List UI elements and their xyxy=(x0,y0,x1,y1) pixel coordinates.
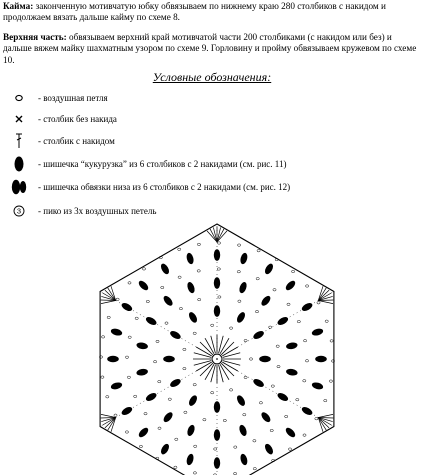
legend-item-chain xyxy=(10,89,108,107)
chain-loop xyxy=(257,250,260,252)
chain-loop xyxy=(211,392,214,394)
chain-loop xyxy=(142,268,145,270)
corner-stitch xyxy=(318,300,333,301)
popcorn-stitch-icon xyxy=(10,155,28,173)
legend-text-bobble-edging: - шишечка обвязки низа из 6 столбиков с 2 накидами (см. рис. 12) xyxy=(38,182,291,192)
chain-loop xyxy=(255,310,258,312)
legend-text-picot: - пико из 3х воздушных петель xyxy=(38,206,157,216)
legend-item-picot xyxy=(10,202,156,220)
legend-text-double-crochet: - столбик с накидом xyxy=(38,136,115,146)
chain-loop xyxy=(243,414,246,416)
chain-loop xyxy=(287,303,290,305)
center-stitch xyxy=(219,365,224,382)
center-stitch xyxy=(211,365,216,382)
chain-loop xyxy=(102,336,105,338)
chain-loop xyxy=(238,300,241,302)
popcorn-bobble xyxy=(145,315,158,326)
popcorn-bobble xyxy=(159,262,170,275)
popcorn-bobble xyxy=(239,453,248,466)
chain-loop xyxy=(306,285,309,287)
chain-loop xyxy=(114,414,117,416)
center-stitch xyxy=(194,361,211,366)
chain-loop xyxy=(253,440,256,442)
popcorn-bobble xyxy=(120,301,133,312)
popcorn-bobble xyxy=(145,391,158,402)
popcorn-bobble xyxy=(162,411,174,424)
legend-item-double-crochet xyxy=(10,132,115,150)
popcorn-bobble xyxy=(239,252,248,265)
corner-stitch xyxy=(318,301,333,304)
chain-loop xyxy=(223,419,226,421)
popcorn-bobble xyxy=(137,279,150,292)
popcorn-bobble xyxy=(186,252,195,265)
chain-loop xyxy=(125,431,128,433)
popcorn-bobble xyxy=(263,442,274,455)
chain-loop xyxy=(273,289,276,291)
chain-loop xyxy=(183,348,186,350)
chain-loop xyxy=(193,472,196,474)
chain-loop xyxy=(230,389,233,391)
popcorn-bobble xyxy=(187,394,198,407)
chain-loop xyxy=(249,358,252,360)
chain-loop xyxy=(198,298,201,300)
chain-loop xyxy=(214,448,217,450)
hexagon-motif-diagram xyxy=(75,220,359,475)
chain-loop xyxy=(297,320,300,322)
popcorn-bobble xyxy=(235,394,246,407)
chain-loop xyxy=(211,324,214,326)
chain-loop xyxy=(256,278,259,280)
popcorn-bobble xyxy=(235,311,246,324)
center-stitch xyxy=(211,336,216,353)
popcorn-bobble xyxy=(159,442,170,455)
chain-loop xyxy=(134,395,137,397)
bobble-edging-icon xyxy=(10,178,28,196)
chain-loop xyxy=(203,419,206,421)
popcorn-bobble xyxy=(276,315,289,326)
popcorn-bobble xyxy=(136,368,149,376)
popcorn-bobble xyxy=(107,356,119,362)
popcorn-bobble xyxy=(186,424,196,437)
popcorn-bobble xyxy=(263,262,274,275)
center-stitch xyxy=(223,353,240,358)
popcorn-bobble xyxy=(110,381,123,390)
popcorn-bobble xyxy=(187,311,198,324)
popcorn-bobble xyxy=(214,277,220,289)
picot-icon xyxy=(10,202,28,220)
chain-loop xyxy=(238,244,241,246)
chain-loop xyxy=(234,446,237,448)
popcorn-bobble xyxy=(286,342,299,350)
chain-loop xyxy=(271,385,274,387)
border-label: Кайма: xyxy=(3,1,34,11)
chain-loop xyxy=(179,307,182,309)
chain-loop xyxy=(158,380,161,382)
chain-loop xyxy=(324,399,327,401)
center-stitch xyxy=(219,336,224,353)
chain-loop xyxy=(269,326,272,328)
chain-loop xyxy=(315,418,318,420)
popcorn-bobble xyxy=(162,294,174,307)
popcorn-bobble xyxy=(311,328,324,337)
chain-loop xyxy=(303,434,306,436)
chain-loop xyxy=(161,286,164,288)
chain-loop xyxy=(277,365,280,367)
top-part-text: обвязываем верхний край мотивчатой части 200 столбиками (с накидом или без) и дальше вяжем майку шахматным узором по схеме 9. Горловину и пройму обвязываем кружевом по схеме 10. xyxy=(3,32,417,65)
corner-stitch xyxy=(101,301,116,304)
double-crochet-icon xyxy=(10,132,28,150)
chain-loop xyxy=(303,380,306,382)
legend-text-popcorn: - шишечка “кукурузка” из 6 столбиков с 2 накидами (см. рис. 11) xyxy=(38,159,287,169)
chain-loop xyxy=(178,276,181,278)
chain-loop xyxy=(197,243,200,245)
chain-loop xyxy=(217,268,220,270)
popcorn-bobble xyxy=(214,457,220,469)
chain-loop xyxy=(107,316,110,318)
popcorn-bobble xyxy=(214,249,220,261)
chain-loop xyxy=(184,411,187,413)
legend-title: Условные обозначения: xyxy=(152,70,272,84)
chain-loop xyxy=(237,271,240,273)
top-part-label: Верхняя часть: xyxy=(3,32,67,42)
chain-loop xyxy=(330,340,333,342)
popcorn-bobble xyxy=(163,356,175,362)
chain-stitch-icon xyxy=(10,89,28,107)
chain-loop xyxy=(288,448,291,450)
chain-loop xyxy=(253,468,256,470)
chain-loop xyxy=(325,320,328,322)
legend-item-popcorn xyxy=(10,155,286,173)
popcorn-bobble xyxy=(120,405,133,416)
picot-symbol: 3 xyxy=(16,206,22,216)
chain-loop xyxy=(217,242,220,244)
popcorn-bobble xyxy=(260,411,272,424)
single-crochet-icon xyxy=(10,110,28,128)
popcorn-bobble xyxy=(137,426,150,439)
popcorn-bobble xyxy=(284,426,297,439)
chain-loop xyxy=(305,360,308,362)
popcorn-bobble xyxy=(136,342,149,350)
chain-loop xyxy=(285,415,288,417)
chain-loop xyxy=(101,376,104,378)
popcorn-bobble xyxy=(110,328,123,337)
popcorn-bobble xyxy=(186,453,195,466)
chain-loop xyxy=(158,427,161,429)
chain-loop xyxy=(259,402,262,404)
popcorn-bobble xyxy=(252,329,265,340)
chain-loop xyxy=(128,336,131,338)
popcorn-bobble xyxy=(311,381,324,390)
chain-loop xyxy=(276,345,279,347)
legend-text-single-crochet: - столбик без накида xyxy=(38,114,117,124)
popcorn-bobble xyxy=(214,305,220,317)
chain-loop xyxy=(270,429,273,431)
chain-loop xyxy=(218,296,221,298)
popcorn-bobble xyxy=(315,356,327,362)
chain-loop xyxy=(197,270,200,272)
popcorn-bobble xyxy=(238,424,248,437)
hexagon-motif xyxy=(99,224,334,475)
popcorn-bobble xyxy=(284,279,297,292)
chain-loop xyxy=(329,380,332,382)
chain-loop xyxy=(139,445,142,447)
chain-loop xyxy=(144,413,147,415)
chain-loop xyxy=(154,361,157,363)
legend-item-bobble-edging xyxy=(10,178,290,196)
popcorn-bobble xyxy=(286,368,299,376)
chain-loop xyxy=(116,298,119,300)
top-part-paragraph xyxy=(3,32,421,66)
popcorn-bobble xyxy=(259,356,271,362)
chain-loop xyxy=(194,445,197,447)
center-stitch xyxy=(223,361,240,366)
popcorn-bobble xyxy=(169,329,182,340)
popcorn-bobble xyxy=(214,401,220,413)
chain-loop xyxy=(146,300,149,302)
chain-loop xyxy=(106,396,109,398)
legend-text-chain: - воздушная петля xyxy=(38,93,108,103)
chain-loop xyxy=(183,367,186,369)
corner-stitch xyxy=(101,418,116,419)
chain-loop xyxy=(168,398,171,400)
legend-item-single-crochet xyxy=(10,110,117,128)
chain-loop xyxy=(193,332,196,334)
chain-loop xyxy=(175,438,178,440)
chain-loop xyxy=(156,340,159,342)
corner-stitch xyxy=(101,414,116,417)
chain-loop xyxy=(244,339,247,341)
chain-loop xyxy=(304,340,307,342)
chain-loop xyxy=(125,356,128,358)
border-paragraph xyxy=(3,1,421,24)
chain-loop xyxy=(127,376,130,378)
popcorn-bobble xyxy=(252,377,265,388)
popcorn-bobble xyxy=(214,429,220,441)
chain-loop xyxy=(193,384,196,386)
chain-loop xyxy=(244,376,247,378)
chain-loop xyxy=(174,466,177,468)
chain-loop xyxy=(234,472,237,474)
chain-loop xyxy=(178,248,181,250)
chain-loop xyxy=(135,317,138,319)
chain-loop xyxy=(165,322,168,324)
popcorn-bobble xyxy=(260,294,272,307)
popcorn-bobble xyxy=(169,377,182,388)
popcorn-bobble xyxy=(300,405,313,416)
chain-loop xyxy=(317,302,320,304)
popcorn-bobble xyxy=(300,301,313,312)
chain-loop xyxy=(230,327,233,329)
popcorn-bobble xyxy=(186,281,196,294)
border-text: законченную мотивчатую юбку обвязываем по нижнему краю 280 столбиков с накидом и продолжаем вязать дальше кайму по схеме 8. xyxy=(3,1,386,23)
chain-loop xyxy=(292,270,295,272)
chain-loop xyxy=(128,282,131,284)
popcorn-bobble xyxy=(238,281,248,294)
corner-stitch xyxy=(318,414,333,417)
popcorn-bobble xyxy=(276,391,289,402)
center-stitch xyxy=(194,353,211,358)
chain-loop xyxy=(296,399,299,401)
